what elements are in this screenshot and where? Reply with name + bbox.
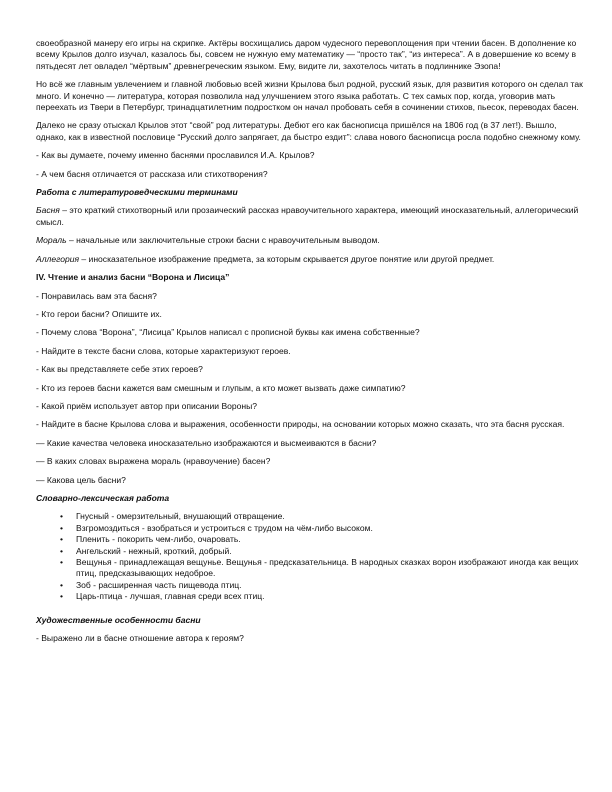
question-fable-difference: - А чем басня отличается от рассказа или стихотворения?: [36, 168, 268, 179]
list-item: [60, 522, 584, 534]
paragraph-violin: своеобразной манеру его игры на скрипке. Актёры восхищались даром чудесного перевоплощения при чтении басен. В дополнение ко всему Крылов долго изучал, казалось бы, совсем не нужную ему математику — “просто так”, “из интереса”. А в довершение ко всему в пятьдесят лет овладел “мёртвым” древнегреческим языком. Ему, видите ли, захотелось читать в подлиннике Эзопа!: [36, 38, 577, 71]
bullet-icon: •: [60, 511, 63, 522]
question-item: - Понравилась вам эта басня?: [36, 290, 157, 301]
question-item: - Как вы представляете себе этих героев?: [36, 364, 203, 375]
question-item: - Какой приём использует автор при описании Вороны?: [36, 400, 258, 411]
term-fable-definition: – это краткий стихотворный или прозаический рассказ нравоучительного характера, имеющий иносказательный, аллегорический смысл.: [36, 205, 579, 227]
question-item: — В каких словах выражена мораль (нравоучение) басен?: [36, 456, 271, 467]
bullet-icon: •: [60, 534, 63, 545]
bullet-icon: •: [60, 591, 63, 602]
term-moral-name: Мораль: [36, 235, 67, 246]
question-item: - Найдите в басне Крылова слова и выражения, особенности природы, на основании которых можно сказать, что эта басня русская.: [36, 419, 565, 430]
list-item: [60, 557, 584, 580]
question-item: - Найдите в тексте басни слова, которые характеризуют героев.: [36, 345, 291, 356]
bullet-icon: •: [60, 579, 63, 590]
vocab-text: Зоб - расширенная часть пищевода птиц.: [76, 579, 242, 590]
term-moral-definition: – начальные или заключительные строки басни с нравоучительным выводом.: [66, 235, 380, 246]
bullet-icon: •: [60, 545, 63, 556]
question-item: — Какие качества человека иносказательно изображаются и высмеиваются в басни?: [36, 437, 377, 448]
term-allegory: [36, 254, 584, 265]
features-heading: Художественные особенности басни: [36, 614, 201, 625]
question-item: - Кто герои басни? Опишите их.: [36, 308, 162, 319]
question-item: - Почему слова “Ворона”, “Лисица” Крылов написал с прописной буквы как имена собственные?: [36, 327, 420, 338]
paragraph-fabulist-debut: Далеко не сразу отыскал Крылов этот “свой” род литературы. Дебют его как баснописца пришёлся на 1806 год (в 37 лет!). Вышло, однако, как в известной пословице “Русский долго запрягает, да быстро ездит”: слава нового баснописца росла подобно снежному кому.: [36, 120, 581, 142]
term-fable-name: Басня: [36, 205, 60, 216]
vocab-text: Пленить - покорить чем-либо, очаровать.: [76, 534, 241, 545]
question-author-attitude: - Выражено ли в басне отношение автора к героям?: [36, 633, 244, 644]
list-item: [60, 579, 584, 591]
analysis-heading: IV. Чтение и анализ басни “Ворона и Лисица”: [36, 272, 230, 283]
question-why-fables: - Как вы думаете, почему именно баснями прославился И.А. Крылов?: [36, 150, 315, 161]
vocab-heading: Словарно-лексическая работа: [36, 492, 170, 503]
question-item: - Кто из героев басни кажется вам смешным и глупым, а кто может вызвать даже симпатию?: [36, 382, 406, 393]
vocab-text: Гнусный - омерзительный, внушающий отвращение.: [76, 511, 285, 522]
term-allegory-definition: – иносказательное изображение предмета, за которым скрывается другое понятие или другой предмет.: [79, 253, 495, 264]
paragraph-russian-language: Но всё же главным увлечением и главной любовью всей жизни Крылова был родной, русский язык, для развития которого он сделал так много. И конечно — литература, которая позволила над улучшением этого языка работать. С тех самых пор, когда, уговорив мать переехать из Твери в Петербург, тринадцатилетним подростком он начал пробовать себя в сочинении стихов, пьесок, переводах басен.: [36, 79, 583, 113]
terms-heading: Работа с литературоведческими терминами: [36, 187, 238, 198]
vocab-text: Вещунья - принадлежащая вещунье. Вещунья - предсказательница. В народных сказках ворон изображают иногда как вещих птиц, предсказывающих недоброе.: [76, 557, 579, 579]
term-moral: [36, 235, 584, 246]
term-allegory-name: Аллегория: [36, 253, 80, 264]
vocab-list: [36, 511, 584, 602]
bullet-icon: •: [60, 522, 63, 533]
list-item: [60, 534, 584, 545]
term-fable: [36, 205, 584, 228]
list-item: [60, 511, 584, 522]
vocab-text: Царь-птица - лучшая, главная среди всех птиц.: [76, 591, 265, 602]
list-item: [60, 591, 584, 602]
vocab-text: Ангельский - нежный, кроткий, добрый.: [76, 545, 232, 556]
bullet-icon: •: [60, 557, 63, 567]
document-page: [36, 38, 584, 651]
question-item: — Какова цель басни?: [36, 474, 126, 485]
list-item: [60, 545, 584, 557]
vocab-text: Взгромоздиться - взобраться и устроиться с трудом на чём-либо высоком.: [76, 522, 373, 533]
